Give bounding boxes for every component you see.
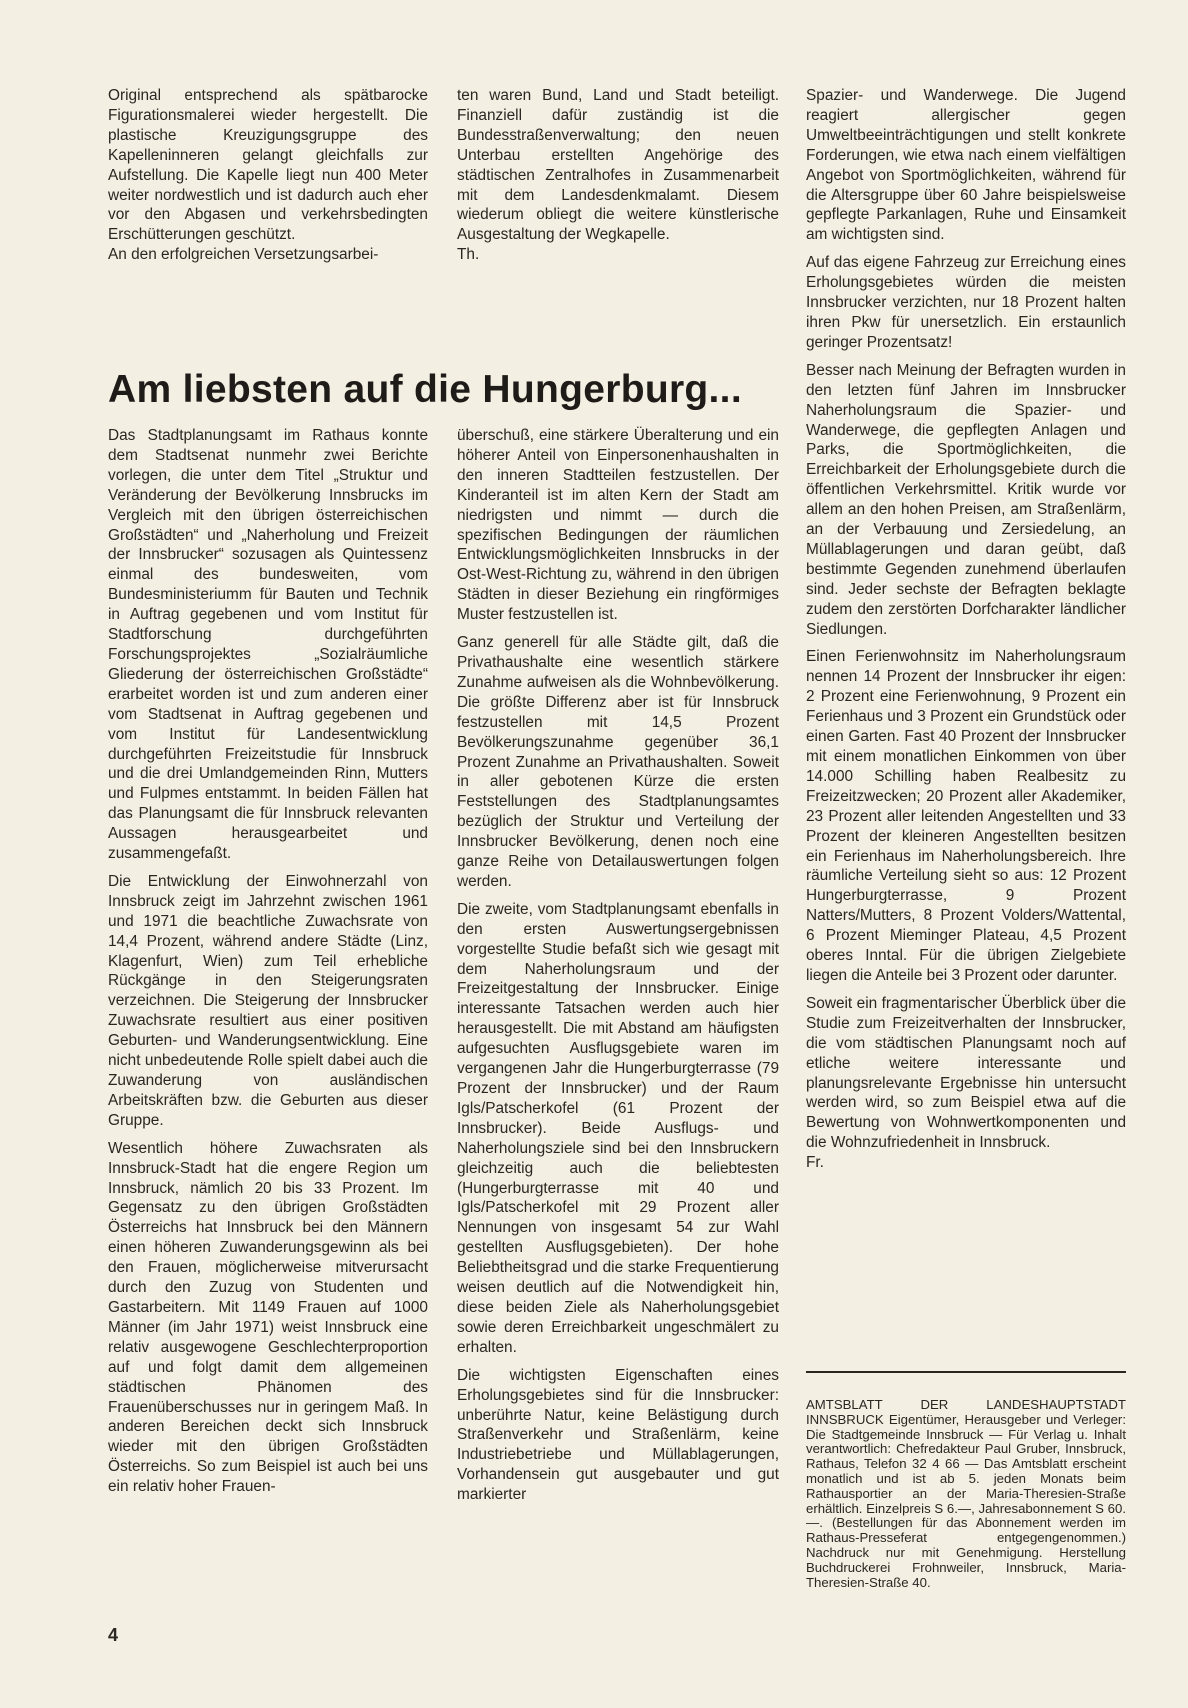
article-paragraph: überschuß, eine stärkere Überalterung und ein höherer Anteil von Einpersonenhaushalten in den inneren Stadtteilen festzustellen. Der Kinderanteil ist im alten Kern der Stadt am niedrigsten und nimmt — durch die spezifischen Bedingungen der räumlichen Entwicklungsmöglichkeiten Innsbrucks in der Ost-West-Richtung zu, während in den übrigen Städten in dieser Beziehung ein ringförmiges Muster festzustellen ist. bbox=[457, 427, 779, 624]
imprint: AMTSBLATT DER LANDESHAUPTSTADT INNSBRUCK Eigentümer, Herausgeber und Verleger: Die Stadtgemeinde Innsbruck — Für Verlag u. Inhalt verantwortlich: Chefredakteur Paul Gruber, Innsbruck, Rathaus, Telefon 32 4 66 — Das Amtsblatt erscheint monatlich und ist ab 5. jeden Monats beim Rathausportier an der Maria-Theresien-Straße erhältlich. Einzelpreis S 6.—, Jahresabonnement S 60.—. (Bestellungen für das Abonnement werden im Rathaus-Presseferat entgegengenommen.) Nachdruck nur mit Genehmigung. Herstellung Buchdruckerei Frohnweiler, Innsbruck, Maria-Theresien-Straße 40. bbox=[806, 1397, 1126, 1590]
imprint-divider bbox=[806, 1371, 1126, 1373]
article-signature: Fr. bbox=[806, 1154, 824, 1172]
article-paragraph: Besser nach Meinung der Befragten wurden in den letzten fünf Jahren im Innsbrucker Naherholungsraum die Spazier- und Wanderwege, die gepflegten Anlagen und Parks, die Sportmöglichkeiten, die Erreichbarkeit der Erholungsgebiete durch die öffentlichen Verkehrsmittel. Kritik wurde vor allem an den hohen Preisen, am Straßenlärm, an der Verbauung und Zersiedelung, an Müllablagerungen und daran geübt, daß bestimmte Gegenden zunehmend überlaufen sind. Jeder sechste der Befragten beklagte zudem den zerstörten Dorfcharakter ländlicher Siedlungen. bbox=[806, 361, 1126, 638]
page-number: 4 bbox=[108, 1625, 119, 1645]
article-col2 bbox=[457, 426, 779, 1513]
article-paragraph: Die Entwicklung der Einwohnerzahl von Innsbruck zeigt im Jahrzehnt zwischen 1961 und 1971 die beachtliche Zuwachsrate von 14,4 Prozent, während andere Städte (Linz, Klagenfurt, Wien) zum Teil erhebliche Rückgänge in den Steigerungsraten verzeichnen. Die Steigerung der Innsbrucker Zuwachsrate resultiert aus einer positiven Geburten- und Wanderungsentwicklung. Eine nicht unbedeutende Rolle spielt dabei auch die Zuwanderung von ausländischen Arbeitskräften bzw. die Geburten aus dieser Gruppe. bbox=[108, 872, 428, 1129]
article-paragraph: Soweit ein fragmentarischer Überblick über die Studie zum Freizeitverhalten der Innsbrucker, die vom städtischen Planungsamt noch auf etliche weitere interessante und planungsrelevante Ergebnisse hin untersucht werden wird, so zum Beispiel etwa auf die Bewertung von Wohnwertkomponenten und die Wohnzufriedenheit in Innsbruck. bbox=[806, 994, 1126, 1152]
article-paragraph: Ganz generell für alle Städte gilt, daß die Privathaushalte eine wesentlich stärkere Zunahme aufweisen als die Wohnbevölkerung. Die größte Differenz aber ist für Innsbruck festzustellen mit 14,5 Prozent Bevölkerungszunahme gegenüber 36,1 Prozent Zunahme an Privathaushalten. Soweit in aller gebotenen Kürze die ersten Feststellungen des Stadtplanungsamtes bezüglich der Struktur und Verteilung der Innsbrucker Bevölkerung, denen noch eine ganze Reihe von Detailauswertungen folgen werden. bbox=[457, 634, 779, 890]
article-paragraph: Die wichtigsten Eigenschaften eines Erholungsgebietes sind für die Innsbrucker: unberührte Natur, keine Belästigung durch Straßenverkehr und Straßenlärm, keine Industriebetriebe und Müllablagerungen, Vorhandensein gut ausgebauter und gut markierter bbox=[457, 1366, 779, 1504]
article-col3 bbox=[806, 86, 1126, 1181]
article-col1 bbox=[108, 426, 428, 1505]
article-paragraph: Wesentlich höhere Zuwachsraten als Innsbruck-Stadt hat die engere Region um Innsbruck, nämlich 20 bis 33 Prozent. Im Gegensatz zu den übrigen Großstädten Österreichs hat Innsbruck bei den Männern einen höheren Zuwanderungsgewinn als bei den Frauen, möglicherweise mitverursacht durch den Zuzug von Studenten und Gastarbeitern. Mit 1149 Frauen auf 1000 Männer (im Jahr 1971) weist Innsbruck eine relativ ausgewogene Geschlechterproportion auf und folgt damit dem allgemeinen städtischen Phänomen des Frauenüberschusses nur in geringem Maß. In anderen Bereichen deckt sich Innsbruck wieder mit den übrigen Großstädten Österreichs. So zum Beispiel ist auch bei uns ein relativ hoher Frauen- bbox=[108, 1139, 428, 1496]
prev-article-paragraph: An den erfolgreichen Versetzungsarbei- bbox=[108, 246, 379, 264]
prev-article-paragraph: Original entsprechend als spätbarocke Figurationsmalerei wieder hergestellt. Die plastische Kreuzigungsgruppe des Kapelleninneren gelangt gleichfalls zur Aufstellung. Die Kapelle liegt nun 400 Meter weiter nordwestlich und ist dadurch auch eher vor den Abgasen und verkehrsbedingten Erschütterungen geschützt. bbox=[108, 87, 428, 244]
article-paragraph: Auf das eigene Fahrzeug zur Erreichung eines Erholungsgebietes würden die meisten Innsbrucker verzichten, nur 18 Prozent halten ihren Pkw für unersetzlich. Ein erstaunlich geringer Prozentsatz! bbox=[806, 254, 1126, 351]
article-paragraph: Einen Ferienwohnsitz im Naherholungsraum nennen 14 Prozent der Innsbrucker ihr eigen: 2 Prozent eine Ferienwohnung, 9 Prozent ein Ferienhaus und 3 Prozent ein Grundstück oder einen Garten. Fast 40 Prozent der Innsbrucker mit einem monatlichen Einkommen von über 14.000 Schilling haben Realbesitz zu Freizeitzwecken; 20 Prozent aller Akademiker, 23 Prozent aller leitenden Angestellten und 33 Prozent der kleineren Angestellten besitzen ein Ferienhaus im Naherholungsbereich. Ihre räumliche Verteilung sieht so aus: 12 Prozent Hungerburgterrasse, 9 Prozent Natters/Mutters, 8 Prozent Volders/Wattental, 6 Prozent Mieminger Plateau, 4,5 Prozent oberes Inntal. Für die übrigen Zielgebiete liegen die Anteile bei 3 Prozent oder darunter. bbox=[806, 648, 1126, 984]
article-paragraph: Das Stadtplanungsamt im Rathaus konnte dem Stadtsenat nunmehr zwei Berichte vorlegen, die unter dem Titel „Struktur und Veränderung der Bevölkerung Innsbrucks im Vergleich mit den übrigen österreichischen Großstädten“ und „Naherholung und Freizeit der Innsbrucker“ sozusagen als Quintessenz einmal des bundesweiten, vom Bundesministeriumm für Bauten und Technik in Auftrag gegebenen und vom Institut für Stadtforschung durchgeführten Forschungsprojektes „Sozialräumliche Gliederung der österreichischen Großstädte“ erarbeitet worden ist und zum anderen einer vom Stadtsenat in Auftrag gegebenen und vom Institut für Landesentwicklung durchgeführten Freizeitstudie für Innsbruck und die drei Umlandgemeinden Rinn, Mutters und Fulpmes entstammt. In beiden Fällen hat das Planungsamt die für Innsbruck relevanten Aussagen herausgearbeitet und zusammengefaßt. bbox=[108, 427, 428, 863]
prev-article-signature: Th. bbox=[457, 246, 480, 264]
article-headline: Am liebsten auf die Hungerburg... bbox=[108, 368, 742, 411]
article-paragraph: Die zweite, vom Stadtplanungsamt ebenfalls in den ersten Auswertungsergebnissen vorgestellte Studie befaßt sich wie gesagt mit dem Naherholungsraum und der Freizeitgestaltung der Innsbrucker. Einige interessante Tatsachen werden auch hier herausgestellt. Die mit Abstand am häufigsten aufgesuchten Ausflugsgebiete waren im vergangenen Jahr die Hungerburgterrasse (79 Prozent der Innsbrucker) und der Raum Igls/Patscherkofel (61 Prozent der Innsbrucker). Beide Ausflugs- und Naherholungsziele sind bei den Innsbruckern gleichzeitig auch die beliebtesten (Hungerburgterrasse mit 40 und Igls/Patscherkofel mit 29 Prozent aller Nennungen von insgesamt 54 zur Wahl gestellten Ausflugsgebieten). Der hohe Beliebtheitsgrad und die starke Frequentierung weisen deutlich auf die Notwendigkeit hin, diese beiden Ziele als Naherholungsgebiet sowie deren Erreichbarkeit ungeschmälert zu erhalten. bbox=[457, 900, 779, 1356]
prev-article-col1 bbox=[108, 86, 428, 265]
article-paragraph: Spazier- und Wanderwege. Die Jugend reagiert allergischer gegen Umweltbeeinträchtigungen und stellt konkrete Forderungen, wie etwa nach einem vielfältigen Angebot von Sportmöglichkeiten, während für die Altersgruppe über 60 Jahre beispielsweise gepflegte Parkanlagen, Ruhe und Einsamkeit am wichtigsten sind. bbox=[806, 87, 1126, 244]
prev-article-paragraph: ten waren Bund, Land und Stadt beteiligt. Finanziell dafür zuständig ist die Bundesstraßenverwaltung; den neuen Unterbau erstellten Angehörige des städtischen Zentralhofes in Zusammenarbeit mit dem Landesdenkmalamt. Diesem wiederum obliegt die weitere künstlerische Ausgestaltung der Wegkapelle. bbox=[457, 87, 779, 244]
prev-article-col2 bbox=[457, 86, 779, 273]
